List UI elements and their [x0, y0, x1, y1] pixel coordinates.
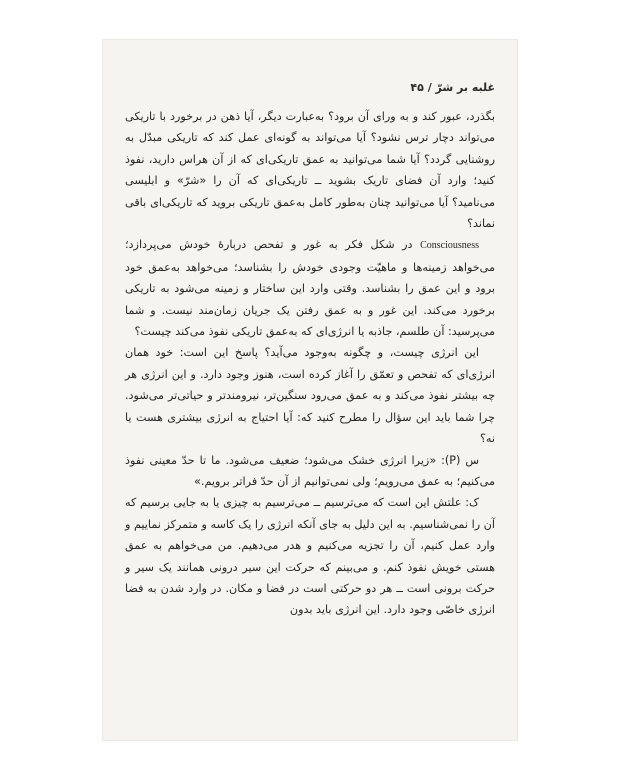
- english-term: Consciousness: [420, 240, 479, 252]
- paragraph-text: در شکل فکر به غور و تفحص دربارهٔ خودش می‌پردازد؛ می‌خواهد زمینه‌ها و ماهیّت وجودی خودش را بشناسد؛ می‌خواهد به‌عمق خود برود و این عمق را بشناسد. وقتی وارد این ساختار و زمینه می‌شود به تاریکی برخورد می‌کند. این غور و به عمق رفتن یک جریان زمان‌مند نیست. و شما می‌پرسید: آن طلسم، جاذبه یا انرژی‌ای که به‌عمق تاریکی نفوذ می‌کند چیست؟: [125, 238, 495, 339]
- page-body: [125, 106, 495, 621]
- paragraph: این انرژی چیست، و چگونه به‌وجود می‌آید؟ پاسخ این است: خود همان انرژی‌ای که تفحص و تعمّق را آغاز کرده است، هنوز وجود دارد. و این انرژی هر چه بیشتر نفوذ می‌کند و به عمق می‌رود سنگین‌تر، نیرومندتر و حیاتی‌تر می‌شود. چرا شما باید این سؤال را مطرح کنید که: آیا احتیاج به انرژی بیشتری هست یا نه؟: [125, 346, 495, 446]
- paragraph: [125, 234, 495, 342]
- paragraph: س (P): «زیرا انرژی خشک می‌شود؛ ضعیف می‌شود. ما تا حدّ معینی نفوذ می‌کنیم؛ به عمق می‌رویم؛ ولی نمی‌توانیم از آن حدّ فراتر برویم.»: [125, 453, 495, 488]
- paragraph: ک: علتش این است که می‌ترسیم ــ می‌ترسیم به چیزی یا به جایی برسیم که آن را نمی‌شناسیم. به این دلیل به جای آنکه انرژی را یک کاسه و متمرکز نماییم و وارد عمل کنیم، آن را تجزیه می‌کنیم و هدر می‌دهیم. من می‌خواهم به عمق هستی خویش نفوذ کنم. و می‌بینم که حرکت این سیر درونی همانند یک سیر و حرکت برونی است ــ هر دو حرکتی است در فضا و مکان. در وارد شدن به فضا انرژی خاصّی وجود دارد. این انرژی باید بدون: [125, 496, 495, 617]
- book-page: [103, 40, 517, 740]
- paragraph: بگذرد، عبور کند و به ورای آن برود؟ به‌عبارت دیگر، آیا ذهن در برخورد با تاریکی می‌تواند دچار ترس نشود؟ آیا می‌تواند به گونه‌ای عمل کند که تاریکی مبدّل به روشنایی گردد؟ آیا شما می‌توانید به عمق تاریکی‌ای که از آن هراس دارید، نفوذ کنید؛ وارد آن فضای تاریک بشوید ــ تاریکی‌ای که آن را «شرّ» و ابلیسی می‌نامید؟ آیا می‌توانید چنان به‌طور کامل به‌عمق تاریکی بروید که تاریکی‌ای باقی نماند؟: [125, 110, 495, 231]
- running-header: غلبه بر شرّ / ۴۵: [410, 81, 495, 94]
